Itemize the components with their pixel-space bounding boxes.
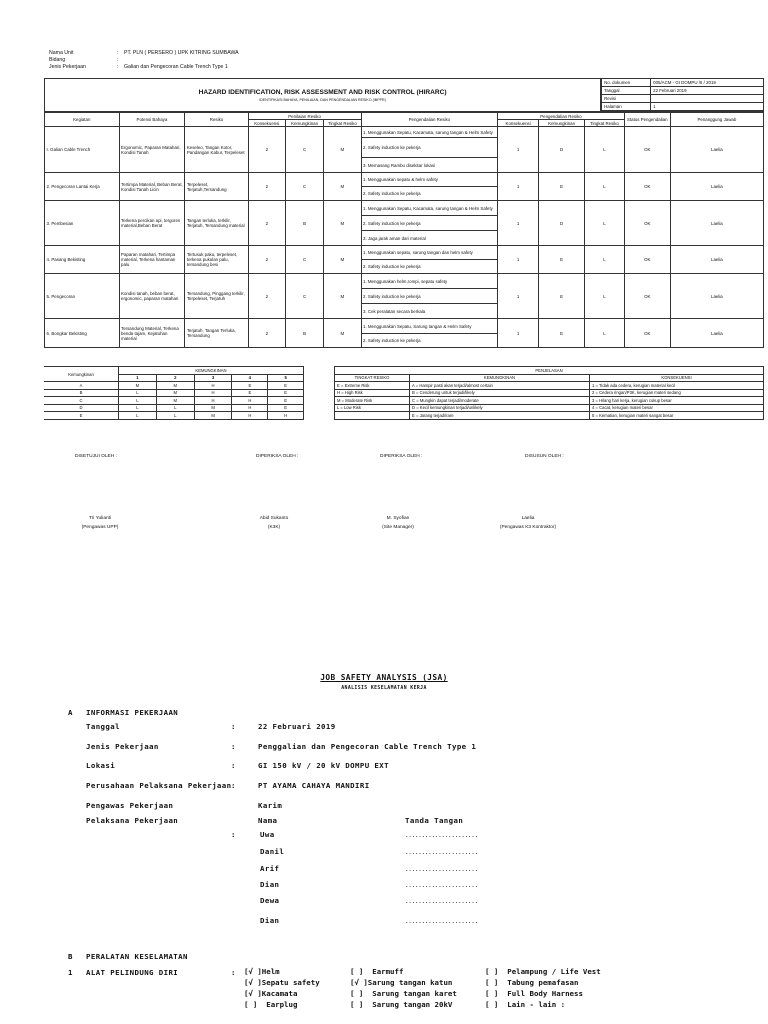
doc-info-value [651,95,763,103]
col-pj: Penanggung Jawab [670,113,763,127]
penjelasan-cell: 2 = Cedera ringan/P3K, kerugian materi sedang [590,389,764,397]
cell-kemungkinan: C [285,127,323,173]
hirarc-row [45,173,764,187]
penjelasan-row [335,397,764,405]
matrix-row [44,389,304,397]
matrix-cell: H [268,412,304,420]
hirarc-section [44,78,764,348]
matrix-cell: H [232,404,268,412]
doc-info-label: Tanggal [602,87,651,95]
header-colon: : [117,57,119,63]
hirarc-row [45,319,764,334]
matrix-col-header: 3 [194,374,232,382]
cell-konsekuensi-after: 1 [498,173,539,201]
col-resiko: Resiko [185,113,248,127]
cell-pj: Laelia [670,319,763,348]
nama-header: Nama [258,816,278,825]
penjelasan-cell: E = Jarang terjadi/rare [410,412,590,420]
cell-potensi: Ergonomic, Paparan Matahari, Kondisi Tanah [119,127,185,173]
penjelasan-cell: H = High Risk [335,389,410,397]
matrix-row [44,404,304,412]
signature-block [338,516,458,530]
cell-konsekuensi: 2 [248,274,285,319]
matrix-row [44,412,304,420]
jsa-info-value: PT AYAMA CAHAYA MANDIRI [258,781,370,790]
cell-resiko: Tertusuk paku, terpeleset, terkena pukulan palu, tersandung besi [185,246,248,274]
apd-checkbox[interactable]: [ ] Earplug [244,1000,298,1009]
cell-konsekuensi-after: 1 [498,201,539,246]
matrix-cell: M [194,404,232,412]
cell-pengendalian: 2. Safety induction ke pekerja [361,138,498,158]
penjelasan-header-row [335,367,764,375]
jsa-info-colon: : [231,742,236,751]
matrix-row-letter: B [44,389,119,397]
cell-kegiatan: 6. Bongkar Bekisting [45,319,120,348]
signature-title: (K3K) [267,524,281,530]
cell-konsekuensi: 2 [248,127,285,173]
signature-role: DISUSUN OLEH : [525,454,564,459]
worker-name: Dewa [260,896,280,905]
apd-checkbox[interactable]: [ ] Pelampung / Life Vest [485,967,601,976]
header-label: Nama Unit [49,50,74,56]
cell-konsekuensi: 2 [248,201,285,246]
section-b-letter: B [68,952,73,961]
penjelasan-cell: C = Mungkin dapat terjadi/moderate [410,397,590,405]
doc-info-row [602,103,763,111]
doc-info-label: Halaman [602,103,651,111]
signature-dots: ...................... [405,918,478,925]
cell-konsekuensi-after: 1 [498,246,539,274]
cell-potensi: Terkena percikan api, tergores material,Beban Berat [119,201,185,246]
matrix-col-header: 4 [232,374,268,382]
cell-kemungkinan-after: E [539,173,585,201]
cell-pengendalian: 1. Menggunakan sepatu & helm safety [361,173,498,187]
col-kegiatan: Kegiatan [45,113,120,127]
signature-title: (Pengawas UPP) [81,524,119,530]
cell-kemungkinan-after: D [539,127,585,173]
signature-role: DIPERIKSA OLEH : [380,454,423,459]
cell-tingkat: M [324,319,361,348]
hirarc-header-table [44,78,764,112]
penjelasan-cell: A = Hampir pasti akan terjadi/almost certain [410,382,590,390]
penjelasan-cell: L = Low Risk [335,404,410,412]
matrix-cell: M [156,397,194,405]
col-konsekuensi-2: Konsekuensi [498,120,539,127]
doc-info-row [602,79,763,87]
penjelasan-cols-row [335,374,764,382]
cell-kemungkinan: C [285,173,323,201]
hirarc-row [45,274,764,289]
signature-title: (Site Manager) [382,524,414,530]
jsa-info-colon: : [231,761,236,770]
pelaksana-label: Pelaksana Pekerjaan [86,816,179,825]
col-kemungkinan-1: Kemungkinan [285,120,323,127]
cell-tingkat-after: L [585,246,625,274]
matrix-cell: M [119,382,157,390]
jsa-info-value: Karim [258,801,283,810]
matrix-cell: M [156,382,194,390]
apd-checkbox[interactable]: [ ] Earmuff [350,967,404,976]
header-row [49,57,349,64]
matrix-cell: L [119,397,157,405]
cell-konsekuensi-after: 1 [498,319,539,348]
header-value: PT. PLN ( PERSERO ) UPK KITRING SUMBAWA [124,50,239,56]
jsa-info-label: Lokasi [86,761,116,770]
header-row [49,50,349,57]
cell-resiko: Tangan terluka, terkilir, Terjatuh, Tersandung material [185,201,248,246]
cell-konsekuensi-after: 1 [498,127,539,173]
signature-role: DIPERIKSA OLEH : [256,454,299,459]
col-konsekuensi-1: Konsekuensi [248,120,285,127]
jsa-info-colon: : [231,722,236,731]
matrix-cell: L [119,404,157,412]
apd-checkbox[interactable]: [ ] Tabung pemafasan [485,978,579,987]
cell-potensi: Tersandung Material, Terkena benda tajam, Kejatuhan material [119,319,185,348]
cell-konsekuensi-after: 1 [498,274,539,319]
jsa-info-colon: : [231,781,236,790]
matrix-cell: E [232,382,268,390]
matrix-row [44,397,304,405]
penjelasan-cell: 3 = Hilang hari kerja, kerugian cukup besar [590,397,764,405]
cell-pengendalian: 3. Memasang Rambu disekitar lokasi [361,158,498,173]
penjelasan-cell [335,412,410,420]
header-colon: : [117,64,119,70]
hirarc-table [44,112,764,348]
col-pengendalian2: Pengendalian Resiko [498,113,625,120]
signature-dots: ...................... [405,882,478,889]
penjelasan-cell: D = Kecil kemungkinan terjadi/unlikely [410,404,590,412]
apd-checkbox[interactable]: [ ] Sarung tangan karet [350,989,457,998]
section-a-letter: A [68,708,73,717]
apd-colon: : [231,968,236,977]
cell-tingkat-after: L [585,201,625,246]
matrix-cell: H [194,389,232,397]
cell-kegiatan: 2. Pengecoran Lantai Kerja [45,173,120,201]
cell-kegiatan: 4. Pasang Bekisting [45,246,120,274]
risk-matrix [44,366,304,420]
jsa-info-label: Perusahaan Pelaksana Pekerjaan [86,781,232,790]
penjelasan-row [335,404,764,412]
cell-tingkat: M [324,201,361,246]
matrix-row-letter: D [44,404,119,412]
cell-pj: Laelia [670,173,763,201]
apd-checkbox[interactable]: [√ ]Sarung tangan katun [350,978,453,987]
cell-kemungkinan-after: D [539,201,585,246]
penjelasan-cell: M = Moderate Risk [335,397,410,405]
doc-info-value: 005/ACM - GI DOMPU /II / 2019 [651,79,763,87]
jsa-info-label: Jenis Pekerjaan [86,742,159,751]
cell-tingkat: M [324,246,361,274]
signature-dots: ...................... [405,849,478,856]
jsa-title: JOB SAFETY ANALYSIS (JSA) [320,673,448,682]
cell-tingkat: M [324,274,361,319]
hirarc-subtitle: IDENTIFIKASI BAHAYA, PENILAIAN, DAN PENGENDALIAN RESIKO (IBPPR) [259,97,386,102]
matrix-cell: E [268,389,304,397]
penjelasan-row [335,389,764,397]
matrix-header-row [44,367,304,375]
cell-konsekuensi: 2 [248,319,285,348]
apd-checkbox[interactable]: [ ] Full Body Harness [485,989,583,998]
doc-info-value: 1 [651,103,763,111]
matrix-cell: H [232,412,268,420]
doc-info-value: 22 Februari 2019 [651,87,763,95]
apd-checkbox[interactable]: [ ] Sarung tangan 20kV [350,1000,453,1009]
section-a-title: INFORMASI PEKERJAAN [86,708,179,717]
signature-title: (Pengawas K3 Kontraktor) [499,524,557,530]
cell-kemungkinan: C [285,274,323,319]
doc-info-label: Revisi [602,95,651,103]
jsa-info-value: GI 150 kV / 20 kV DOMPU EXT [258,761,389,770]
penjelasan-cell: B = Cenderung untuk terjadi/likely [410,389,590,397]
doc-info-row [602,95,763,103]
signature-block [214,516,334,530]
cell-kemungkinan: B [285,201,323,246]
worker-name: Dian [260,880,280,889]
cell-pj: Laelia [670,246,763,274]
cell-pj: Laelia [670,201,763,246]
cell-pengendalian: 3. Cek peralatan secara berkala [361,304,498,319]
cell-tingkat-after: L [585,274,625,319]
worker-name: Danil [260,847,285,856]
col-penilaian: Penilaian Resiko [248,113,361,120]
jsa-subtitle: ANALISIS KESELAMATAN KERJA [341,686,427,691]
matrix-row-letter: A [44,382,119,390]
apd-checkbox[interactable]: [√ ]Sepatu safety [244,978,320,987]
jsa-info-label: Tanggal [86,722,120,731]
apd-checkbox[interactable]: [√ ]Helm [244,967,280,976]
signature-name: M. Syofian [386,516,410,521]
col-tingkat-1: Tingkat Resiko [324,120,361,127]
matrix-cell: E [268,397,304,405]
cell-potensi: Kondisi tanah, beban berat, ergonomic, paparan matahari [119,274,185,319]
signature-name: Abid Sukanto [259,516,289,521]
cell-status: OK [624,319,670,348]
cell-kemungkinan-after: E [539,246,585,274]
cell-kemungkinan: C [285,246,323,274]
cell-status: OK [624,274,670,319]
cell-kegiatan: 5. Pengecoran [45,274,120,319]
matrix-cell: L [156,412,194,420]
apd-number: 1 [68,968,73,977]
cell-status: OK [624,127,670,173]
cell-resiko: Tersandung, Pinggang terkilir, Terpeleset, Terjatuh [185,274,248,319]
penjelasan-cell: 5 = Kematian, kerugian materi sangat besar [590,412,764,420]
matrix-cell: H [194,397,232,405]
doc-info-label: No. dokumen [602,79,651,87]
header-info [49,50,349,71]
signature-dots: ...................... [405,832,478,839]
hirarc-row [45,246,764,260]
matrix-cell: E [232,389,268,397]
matrix-cell: H [232,397,268,405]
matrix-row-label: Kemungkinan [44,367,119,382]
worker-name: Dian [260,916,280,925]
col-pengendalian: Pengendalian Resiko [361,113,498,127]
matrix-col-header: 1 [119,374,157,382]
cell-status: OK [624,173,670,201]
header-row [49,64,349,71]
penjelasan-cell: E = Extreme Risk [335,382,410,390]
apd-checkbox[interactable]: [√ ]Kacamata [244,989,298,998]
signatures [0,452,768,542]
jsa-info-label: Pengawas Pekerjaan [86,801,174,810]
section-b-title: PERALATAN KESELAMATAN [86,952,188,961]
cell-kegiatan: I. Galian Cable Trench [45,127,120,173]
cell-pengendalian: 3. Jaga jarak aman dari material [361,231,498,246]
matrix-cell: M [194,412,232,420]
hirarc-row [45,201,764,216]
cell-pengendalian: 2. Safety induction ke pekerja [361,334,498,348]
header-label: Bidang [49,57,66,63]
cell-tingkat: M [324,127,361,173]
cell-status: OK [624,201,670,246]
penjelasan-table [334,366,764,420]
cell-pengendalian: 1. Menggunakan sepatu, sarung tangan dan helm safety [361,246,498,260]
header-colon: : [117,50,119,56]
col-status: Status Pengendalian [624,113,670,127]
cell-kemungkinan-after: E [539,274,585,319]
penjelasan-header: PENJELASAN [335,367,764,375]
penjelasan-row [335,382,764,390]
cell-tingkat-after: L [585,173,625,201]
penjelasan-cell: 1 = Tidak ada cedera, kerugian material kecil [590,382,764,390]
matrix-cell: E [268,404,304,412]
cell-pengendalian: 2. Safety induction ke pekerja [361,289,498,304]
penjelasan-col-header: KONSEKUENSI [590,374,764,382]
cell-pengendalian: 1. Menggunakan helm,rompi, sepatu safety [361,274,498,289]
cell-konsekuensi: 2 [248,173,285,201]
cell-kemungkinan: B [285,319,323,348]
col-kemungkinan-2: Kemungkinan [539,120,585,127]
jsa-info-value: Penggalian dan Pengecoran Cable Trench Type 1 [258,742,477,751]
matrix-row [44,382,304,390]
cell-pj: Laelia [670,127,763,173]
signature-block [468,516,588,530]
penjelasan-row [335,412,764,420]
matrix-cell: L [119,412,157,420]
apd-checkbox[interactable]: [ ] Lain - lain : [485,1000,566,1009]
cell-pengendalian: 1. Menggunakan Sepatu, Kacamata, sarung tangan & Helm Safety [361,127,498,138]
cell-status: OK [624,246,670,274]
penjelasan-col-header: TINGKAT RESIKO [335,374,410,382]
matrix-cell: H [194,382,232,390]
cell-potensi: Tertimpa Material, Beban Berat, Kondisi Tanah Licin [119,173,185,201]
doc-info-row [602,87,763,95]
hirarc-title: HAZARD IDENTIFICATION, RISK ASSESSMENT AND RISK CONTROL (HIRARC) [198,89,447,97]
cell-tingkat-after: L [585,319,625,348]
matrix-row-letter: E [44,412,119,420]
cell-tingkat: M [324,173,361,201]
cell-resiko: Terpeleset, Terjatuh,Tersandung [185,173,248,201]
cell-resiko: Keseleo, Tangan Kotor, Pandangan Kabur, Terpeleset [185,127,248,173]
signature-name: Tri Yulianti [88,516,112,521]
matrix-col-header: 5 [268,374,304,382]
matrix-header: KEMUNGKINAN [119,367,304,375]
matrix-cell: L [156,404,194,412]
signature-name: Laelia [521,516,535,521]
cell-pengendalian: 1. Menggunakan Sepatu, Sarung tangan & Helm Safety [361,319,498,334]
matrix-cell: L [119,389,157,397]
doc-info-table [601,79,763,111]
worker-colon: : [231,830,236,839]
cell-kegiatan: 3. Pembesian [45,201,120,246]
cell-potensi: Paparan matahari, Tertimpa material, Terkena hantaman palu [119,246,185,274]
cell-tingkat-after: L [585,127,625,173]
cell-kemungkinan-after: E [539,319,585,348]
cell-pengendalian: 1. Menggunakan Sepatu, Kacamata, sarung tangan & Helm Safety [361,201,498,216]
worker-name: Uwa [260,830,275,839]
penjelasan-cell: 4 = Cacat, kerugian materi besar [590,404,764,412]
matrix-row-letter: C [44,397,119,405]
matrix-cell: M [156,389,194,397]
cell-pengendalian: 2. Safety induction ke pekerja [361,216,498,231]
col-potensi: Potensi Bahaya [119,113,185,127]
header-label: Jenis Pekerjaan [49,64,86,70]
cell-pengendalian: 2. Safety induction ke pekerja [361,187,498,201]
hirarc-row [45,127,764,138]
cell-pj: Laelia [670,274,763,319]
signature-dots: ...................... [405,866,478,873]
signature-role: DISETUJUI OLEH : [75,454,117,459]
header-value: Galian dan Pengecoran Cable Trench Type 1 [124,64,228,70]
ttd-header: Tanda Tangan [405,816,464,825]
cell-pengendalian: 2. Safety induction ke pekerja [361,260,498,274]
matrix-cell: E [268,382,304,390]
apd-label: ALAT PELINDUNG DIRI [86,968,179,977]
cell-resiko: Terjatuh, Tangan Terluka, Tersandung [185,319,248,348]
signature-dots: ...................... [405,898,478,905]
penjelasan-col-header: KEMUNGKINAN [410,374,590,382]
jsa-info-value: 22 Februari 2019 [258,722,336,731]
matrix-col-header: 2 [156,374,194,382]
cell-konsekuensi: 2 [248,246,285,274]
worker-name: Arif [260,864,280,873]
signature-block [40,516,160,530]
col-tingkat-2: Tingkat Resiko [585,120,625,127]
